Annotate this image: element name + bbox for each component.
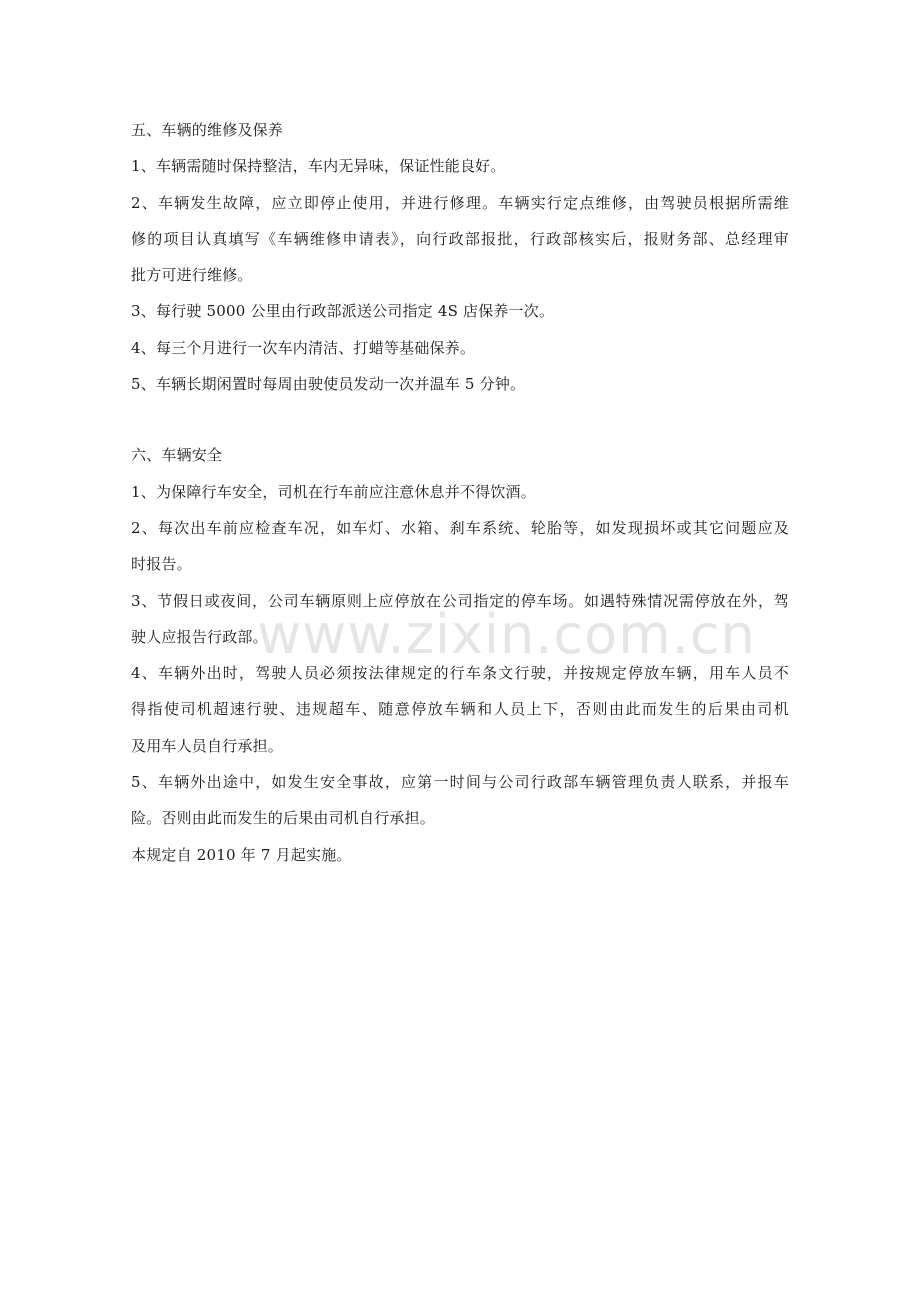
section-6-item-2-line-1: 2、每次出车前应检查车况，如车灯、水箱、刹车系统、轮胎等，如发现损坏或其它问题应及 xyxy=(131,519,789,537)
section-6-item-5-line-1: 5、车辆外出途中，如发生安全事故，应第一时间与公司行政部车辆管理负责人联系，并报车 xyxy=(131,773,789,791)
section-5-item-2-line-2: 修的项目认真填写《车辆维修申请表》，向行政部报批，行政部核实后，报财务部、总经理审 xyxy=(131,230,789,248)
section-6-item-3-line-2: 驶人应报告行政部。 xyxy=(131,628,268,646)
section-5-heading: 五、车辆的维修及保养 xyxy=(131,121,284,139)
section-6-item-2-line-2: 时报告。 xyxy=(131,555,192,573)
section-5-item-1: 1、车辆需随时保持整洁，车内无异味，保证性能良好。 xyxy=(131,157,506,175)
section-6-item-5-line-2: 险。否则由此而发生的后果由司机自行承担。 xyxy=(131,809,436,827)
watermark: www.zixin.com.cn xyxy=(257,603,756,666)
section-5-item-2-line-1: 2、车辆发生故障，应立即停止使用，并进行修理。车辆实行定点维修，由驾驶员根据所需维 xyxy=(131,194,789,212)
section-6-item-4-line-2: 得指使司机超速行驶、违规超车、随意停放车辆和人员上下，否则由此而发生的后果由司机 xyxy=(131,700,789,718)
section-5-item-2-line-3: 批方可进行维修。 xyxy=(131,266,253,284)
section-5-item-4: 4、每三个月进行一次车内清洁、打蜡等基础保养。 xyxy=(131,339,476,357)
section-6-heading: 六、车辆安全 xyxy=(131,446,223,464)
section-6-item-1: 1、为保障行车安全，司机在行车前应注意休息并不得饮酒。 xyxy=(131,483,536,501)
closing-statement: 本规定自 2010 年 7 月起实施。 xyxy=(131,846,352,864)
section-6-item-3-line-1: 3、节假日或夜间，公司车辆原则上应停放在公司指定的停车场。如遇特殊情况需停放在外，驾 xyxy=(131,592,789,610)
section-6-item-4-line-3: 及用车人员自行承担。 xyxy=(131,737,284,755)
section-6-item-4-line-1: 4、车辆外出时，驾驶人员必须按法律规定的行车条文行驶，并按规定停放车辆，用车人员不 xyxy=(131,664,789,682)
section-5-item-3: 3、每行驶 5000 公里由行政部派送公司指定 4S 店保养一次。 xyxy=(131,302,555,320)
section-5-item-5: 5、车辆长期闲置时每周由驶使员发动一次并温车 5 分钟。 xyxy=(131,375,526,393)
